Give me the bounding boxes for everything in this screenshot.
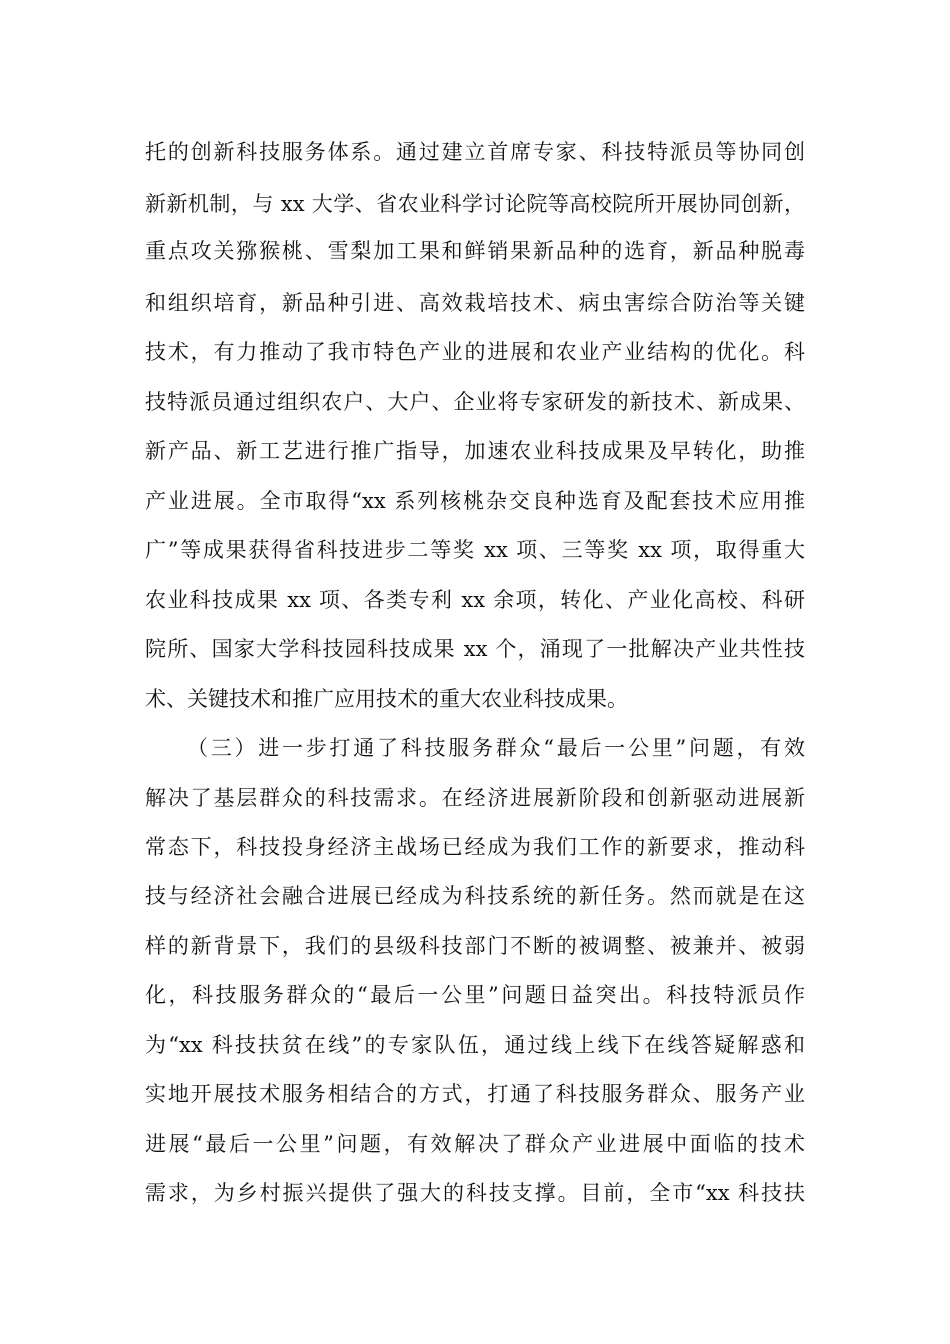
body-text-line: 广”等成果获得省科技进步二等奖 xx 项、三等奖 xx 项，取得重大 [145,538,805,562]
body-text-line: 实地开展技术服务相结合的方式，打通了科技服务群众、服务产业 [145,1082,805,1106]
body-text-line: 新新机制，与 xx 大学、省农业科学讨论院等高校院所开展协同创新， [145,192,805,216]
body-text-line: 解决了基层群众的科技需求。在经济进展新阶段和创新驱动进展新 [145,786,805,810]
body-text-line: 重点攻关猕猴桃、雪梨加工果和鲜销果新品种的选育，新品种脱毒 [145,239,805,263]
body-text-line: 技特派员通过组织农户、大户、企业将专家研发的新技术、新成果、 [145,390,805,414]
body-text-line: 院所、国家大学科技园科技成果 xx 个，涌现了一批解决产业共性技 [145,637,805,661]
body-text-line: 技与经济社会融合进展已经成为科技系统的新任务。然而就是在这 [145,884,805,908]
body-text-line: 新产品、新工艺进行推广指导，加速农业科技成果及早转化，助推 [145,439,805,463]
body-text-line: 和组织培育，新品种引进、高效栽培技术、病虫害综合防治等关键 [145,291,805,315]
body-text-line: 为“xx 科技扶贫在线”的专家队伍，通过线上线下在线答疑解惑和 [145,1033,805,1057]
body-text-line: 进展“最后一公里”问题，有效解决了群众产业进展中面临的技术 [145,1132,805,1156]
body-text-line: 农业科技成果 xx 项、各类专利 xx 余项，转化、产业化高校、科研 [145,588,805,612]
body-text-line: 化，科技服务群众的“最后一公里”问题日益突出。科技特派员作 [145,983,805,1007]
body-text-line: 样的新背景下，我们的县级科技部门不断的被调整、被兼并、被弱 [145,934,805,958]
body-text-line: 术、关键技术和推广应用技术的重大农业科技成果。 [145,687,628,711]
body-text-line: 常态下，科技投身经济主战场已经成为我们工作的新要求，推动科 [145,835,805,859]
section-heading-line: （三）进一步打通了科技服务群众“最后一公里”问题，有效 [187,736,805,760]
body-text-line: 产业进展。全市取得“xx 系列核桃杂交良种选育及配套技术应用推 [145,489,805,513]
body-text-line: 需求，为乡村振兴提供了强大的科技支撑。目前，全市“xx 科技扶 [145,1181,805,1205]
body-text-line: 托的创新科技服务体系。通过建立首席专家、科技特派员等协同创 [145,140,805,164]
body-text-line: 技术，有力推动了我市特色产业的进展和农业产业结构的优化。科 [145,340,805,364]
